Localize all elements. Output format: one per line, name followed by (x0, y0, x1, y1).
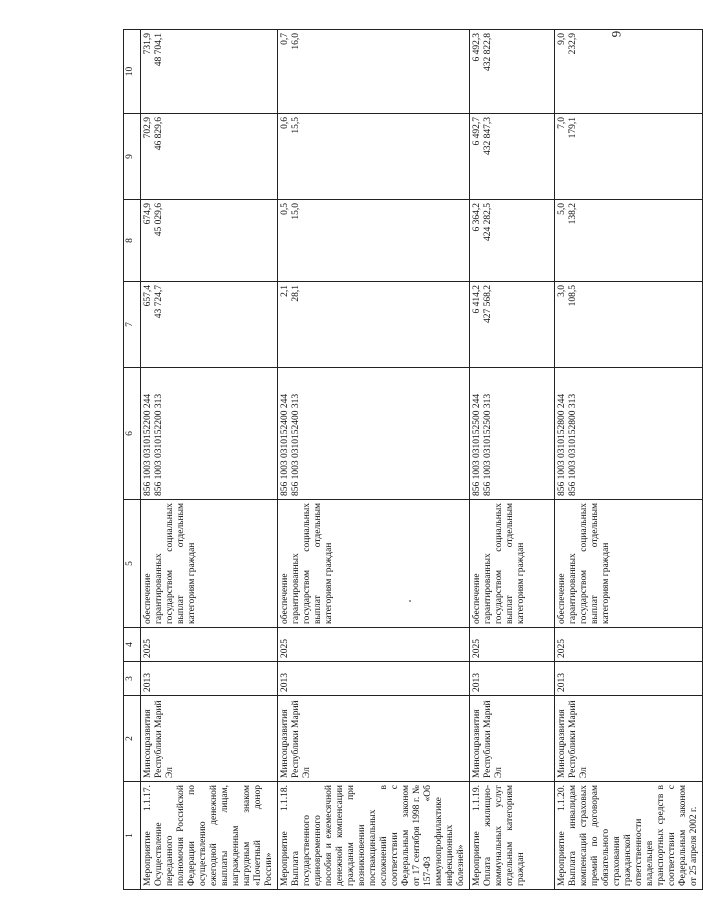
amount-cell-8 (141, 200, 278, 282)
amount-cell-8 (555, 200, 703, 282)
amount-value: 46 829,6 (154, 117, 164, 151)
amount-value: 432 822,8 (483, 33, 493, 71)
amount-value: 28,1 (291, 285, 301, 302)
amount-cell-10 (278, 30, 470, 114)
amount-value: 138,2 (568, 203, 578, 225)
col-header-2: 2 (124, 696, 141, 782)
col-header-4: 4 (124, 628, 141, 662)
amount-value: 43 724,7 (154, 285, 164, 319)
executor-cell: Минсоцразвития Республики Марий Эл (470, 696, 555, 782)
amount-cell-7 (470, 282, 555, 368)
event-cell: Мероприятие 1.1.17. Осуществление переданного полномочия Российской Федерации по осуществлению ежегодной денежной выплаты лицам, награжденным нагрудным знаком «Почетный донор России» (141, 782, 278, 890)
amount-value: 424 282,5 (483, 203, 493, 241)
table-row (278, 30, 470, 890)
executor-cell: Минсоцразвития Республики Марий Эл (141, 696, 278, 782)
col-header-1: 1 (124, 782, 141, 890)
col-header-3: 3 (124, 662, 141, 696)
amount-value: 9,0 (557, 33, 567, 45)
event-cell: Мероприятие 1.1.19. Оплата жилищно-коммунальных услуг отдельным категориям граждан (470, 782, 555, 890)
amount-value: 0,6 (280, 117, 290, 129)
amount-cell-8 (278, 200, 470, 282)
amount-value: 6 492,7 (472, 117, 482, 146)
amount-cell-10 (555, 30, 703, 114)
amount-cell-8 (470, 200, 555, 282)
budget-codes-cell (470, 368, 555, 500)
budget-codes-cell (141, 368, 278, 500)
budget-code: 856 1003 0310152800 313 (568, 393, 578, 496)
budget-code: 856 1003 0310152200 313 (154, 393, 164, 496)
col-header-10: 10 (124, 30, 141, 114)
amount-value: 6 414,2 (472, 285, 482, 314)
result-cell: обеспечение гарантированных государством социальных выплат отдельным категориям граждан (555, 500, 703, 628)
budget-code: 856 1003 0310152500 313 (483, 393, 493, 496)
amount-value: 179,1 (568, 117, 578, 139)
amount-value: 48 704,1 (154, 33, 164, 67)
amount-value: 5,0 (557, 203, 567, 215)
col-header-9: 9 (124, 114, 141, 200)
amount-value: 731,9 (143, 33, 153, 55)
event-cell: Мероприятие 1.1.20. Выплата инвалидам компенсаций страховых премий по договорам обязательного страхования гражданской ответственности владельцев транспортных средств в соответствии с Федеральным законом от 25 апреля 2002 г. (555, 782, 703, 890)
start-year-cell: 2013 (470, 662, 555, 696)
start-year-cell: 2013 (278, 662, 470, 696)
budget-code: 856 1003 0310152400 244 (280, 393, 290, 496)
amount-value: 432 847,3 (483, 117, 493, 155)
col-header-7: 7 (124, 282, 141, 368)
table-row (141, 30, 278, 890)
amount-cell-9 (470, 114, 555, 200)
program-measures-table (123, 29, 703, 890)
end-year-cell: 2025 (141, 628, 278, 662)
end-year-cell: 2025 (278, 628, 470, 662)
col-header-5: 5 (124, 500, 141, 628)
amount-value: 108,5 (568, 285, 578, 307)
result-cell: обеспечение гарантированных государством социальных выплат отдельным категориям граждан (470, 500, 555, 628)
budget-codes-cell (555, 368, 703, 500)
amount-value: 0,5 (280, 203, 290, 215)
column-number-row (124, 30, 141, 890)
amount-cell-10 (470, 30, 555, 114)
event-cell: Мероприятие 1.1.18. Выплата государственного единовременного пособия и ежемесячной денежной компенсации гражданам при возникновении поствакцинальных осложнений в соответствии с Федеральным законом от 17 сентября 1998 г. № 157-ФЗ «Об иммунопрофилактике инфекционных болезней» (278, 782, 470, 890)
budget-code: 856 1003 0310152400 313 (291, 393, 301, 496)
amount-value: 0,7 (280, 33, 290, 45)
page-number: 6 (609, 30, 624, 38)
amount-cell-9 (278, 114, 470, 200)
amount-value: 6 364,2 (472, 203, 482, 232)
budget-codes-cell (278, 368, 470, 500)
executor-cell: Минсоцразвития Республики Марий Эл (555, 696, 703, 782)
amount-value: 45 029,6 (154, 203, 164, 237)
amount-cell-7 (555, 282, 703, 368)
amount-cell-9 (141, 114, 278, 200)
start-year-cell: 2013 (141, 662, 278, 696)
result-cell: обеспечение гарантированных государством социальных выплат отдельным категориям граждан (141, 500, 278, 628)
start-year-cell: 2013 (555, 662, 703, 696)
table-row (470, 30, 555, 890)
end-year-cell: 2025 (555, 628, 703, 662)
end-year-cell: 2025 (470, 628, 555, 662)
amount-value: 702,9 (143, 117, 153, 139)
amount-value: 3,0 (557, 285, 567, 297)
amount-value: 657,4 (143, 285, 153, 307)
budget-code: 856 1003 0310152800 244 (557, 393, 567, 496)
executor-cell: Минсоцразвития Республики Марий Эл (278, 696, 470, 782)
amount-value: 7,0 (557, 117, 567, 129)
amount-value: 6 492,3 (472, 33, 482, 62)
amount-cell-7 (278, 282, 470, 368)
amount-value: 16,0 (291, 33, 301, 50)
col-header-8: 8 (124, 200, 141, 282)
result-cell: обеспечение гарантированных государством социальных выплат отдельным категориям граждан (278, 500, 470, 628)
amount-cell-7 (141, 282, 278, 368)
amount-value: 2,1 (280, 285, 290, 297)
amount-value: 15,5 (291, 117, 301, 134)
col-header-6: 6 (124, 368, 141, 500)
amount-value: 232,9 (568, 33, 578, 55)
budget-code: 856 1003 0310152200 244 (143, 393, 153, 496)
amount-cell-9 (555, 114, 703, 200)
amount-value: 427 568,2 (483, 285, 493, 323)
table-row (555, 30, 703, 890)
amount-cell-10 (141, 30, 278, 114)
budget-code: 856 1003 0310152500 244 (472, 393, 482, 496)
amount-value: 674,9 (143, 203, 153, 225)
amount-value: 15,0 (291, 203, 301, 220)
rotated-table-sheet (123, 30, 699, 890)
